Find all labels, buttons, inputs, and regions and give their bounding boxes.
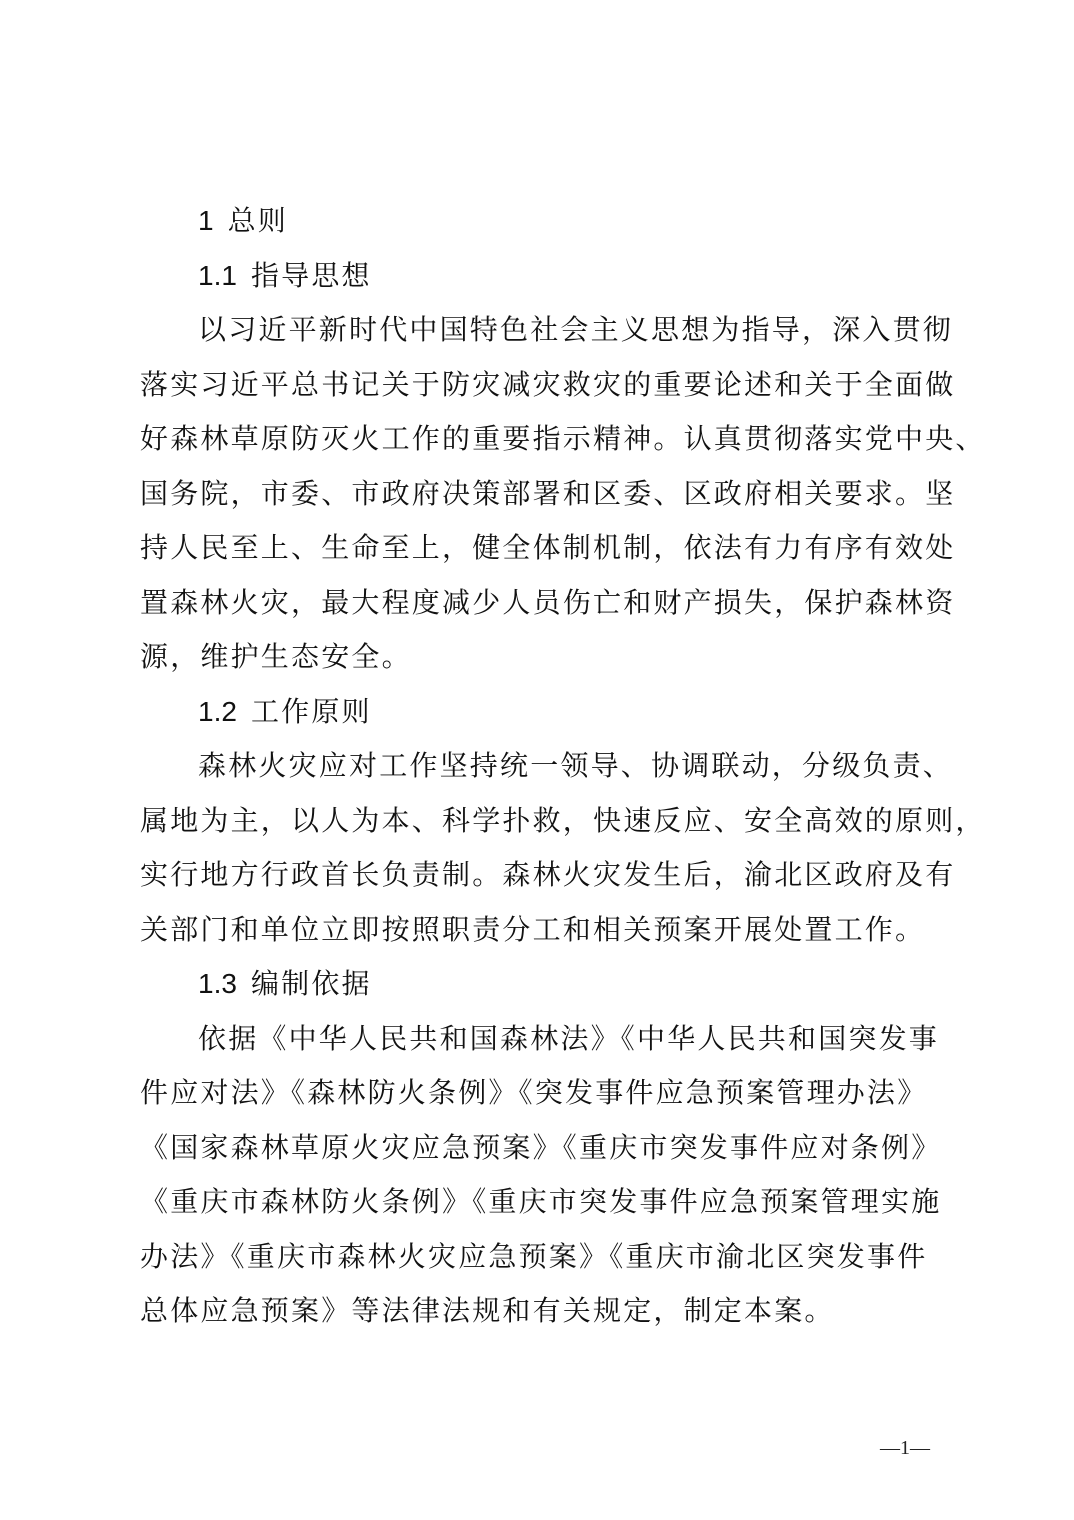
section-heading-1-2 [140,685,940,740]
page-number: —1— [880,1437,930,1459]
section-number: 1.2 [198,695,237,727]
section-title: 总则 [227,204,288,237]
paragraph-guiding-thought [140,303,986,685]
text-line: 好森林草原防灭火工作的重要指示精神。认真贯彻落实党中央、 [140,422,986,455]
text-line: 办法》《重庆市森林火灾应急预案》《重庆市渝北区突发事件 [140,1239,928,1273]
text-line: 依据《中华人民共和国森林法》《中华人民共和国突发事 [198,1021,940,1055]
section-heading-1-1 [140,249,940,304]
section-title: 指导思想 [250,258,372,292]
text-line: 总体应急预案》等法律法规和有关规定，制定本案。 [140,1294,835,1327]
text-line: 源，维护生态安全。 [140,640,412,673]
section-number: 1.1 [198,259,237,291]
text-line: 落实习近平总书记关于防灾减灾救灾的重要论述和关于全面做 [140,367,956,401]
text-line: 持人民至上、生命至上，健全体制机制，依法有力有序有效处 [140,531,956,564]
document-body [140,194,986,1339]
text-line: 关部门和单位立即按照职责分工和相关预案开展处置工作。 [140,912,926,946]
section-title: 工作原则 [250,694,372,728]
text-line: 《国家森林草原火灾应急预案》《重庆市突发事件应对条例》 [140,1130,942,1164]
text-line: 森林火灾应对工作坚持统一领导、协调联动，分级负责、 [198,749,954,782]
text-line: 置森林火灾，最大程度减少人员伤亡和财产损失，保护森林资 [140,585,956,619]
text-line: 件应对法》《森林防火条例》《突发事件应急预案管理办法》 [140,1076,928,1109]
text-line: 属地为主，以人为本、科学扑救，快速反应、安全高效的原则， [140,803,986,837]
section-number: 1 [198,205,214,236]
paragraph-compilation-basis [140,1012,940,1339]
text-line: 实行地方行政首长负责制。森林火灾发生后，渝北区政府及有 [140,858,956,891]
paragraph-working-principles [140,739,986,957]
section-number: 1.3 [198,968,237,999]
section-heading-1-3 [140,957,940,1012]
section-title: 编制依据 [250,967,372,1000]
text-line: 以习近平新时代中国特色社会主义思想为指导，深入贯彻 [198,313,954,346]
section-heading-1 [140,194,940,249]
text-line: 国务院，市委、市政府决策部署和区委、区政府相关要求。坚 [140,476,956,510]
text-line: 《重庆市森林防火条例》《重庆市突发事件应急预案管理实施 [140,1185,942,1218]
